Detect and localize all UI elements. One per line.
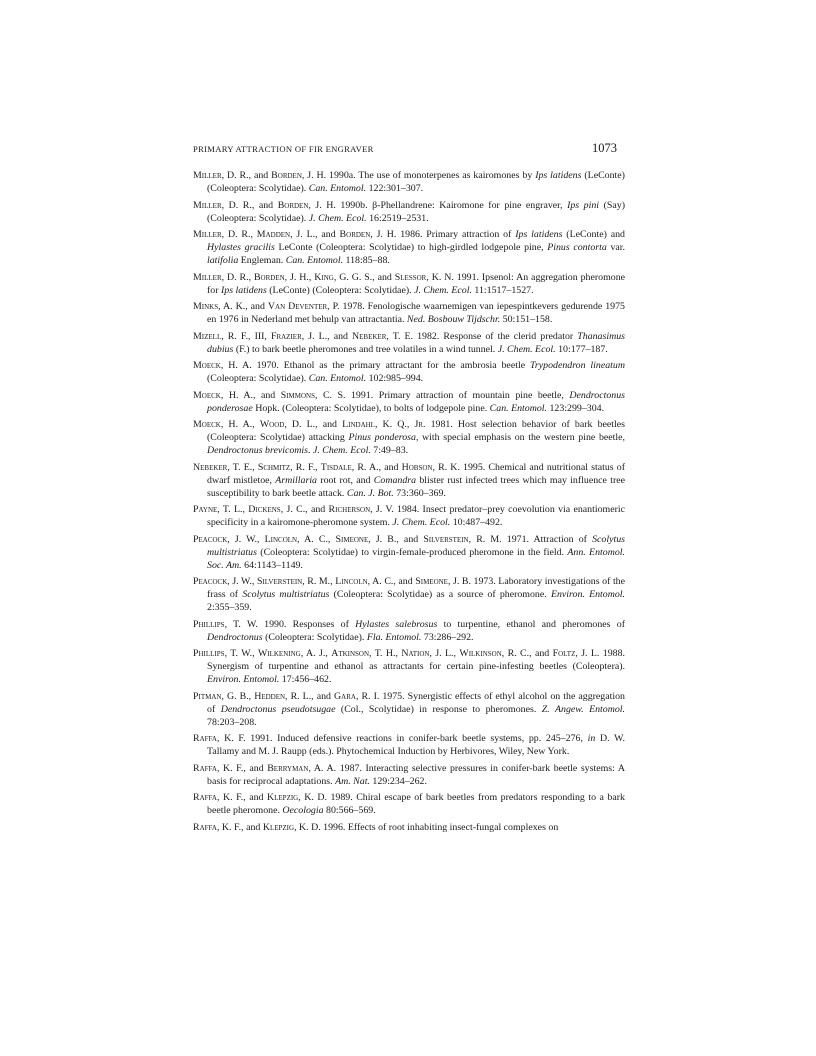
reference-text: , T. E., (227, 461, 258, 473)
italic-text: Environ. Entomol. (550, 589, 626, 600)
reference-entry (193, 503, 625, 529)
author-name: Hedden (254, 690, 286, 702)
italic-text: J. Chem. Ecol. (308, 212, 367, 224)
reference-text: 2:355–359. (207, 602, 252, 613)
reference-text: , K. Q., (374, 419, 415, 430)
reference-text: , R. M. 1971. Attraction of (468, 533, 593, 545)
author-name: Dickens (248, 504, 281, 515)
reference-text: 16:2519–2531. (366, 212, 429, 224)
reference-text: , R. F., III, (221, 330, 271, 342)
reference-entry (193, 389, 625, 415)
author-name: Tisdale (320, 461, 352, 473)
reference-text: 10:177–187. (555, 343, 608, 355)
author-name: Raffa (193, 792, 217, 803)
reference-entry (193, 228, 625, 267)
reference-text: . 1981. Host selection behavior of bark beetles (Coleoptera: Scolytidae) attacking (207, 419, 626, 443)
reference-entry (193, 821, 625, 834)
author-name: Phillips (193, 648, 225, 659)
reference-text: (LeConte) (Coleoptera: Scolytidae). (266, 284, 415, 296)
italic-text: J. Chem. Ecol. (392, 517, 451, 528)
author-name: Wilkinson (459, 648, 502, 659)
italic-text: Comandra (373, 474, 417, 486)
italic-text: Fla. Entomol. (366, 631, 422, 643)
italic-text: Dendroctonus pseudotsugae (220, 703, 336, 715)
reference-text: , R. M., (302, 576, 336, 587)
reference-text: , A. K., and (218, 301, 268, 312)
reference-entry (193, 762, 625, 788)
author-name: Peacock (193, 533, 228, 545)
reference-entry (193, 690, 625, 729)
reference-entry (193, 647, 625, 686)
author-name: Lincoln (335, 576, 368, 587)
author-name: Moeck (193, 360, 221, 371)
reference-text: 73:286–292. (421, 631, 474, 643)
reference-text: , H. A., and (220, 389, 281, 401)
author-name: Peacock (193, 576, 228, 587)
author-name: Berryman (267, 762, 309, 774)
reference-text: , T. L., (217, 504, 249, 515)
reference-text: , J. B., and (368, 533, 424, 545)
author-name: Borden (271, 170, 302, 181)
italic-text: Dendroctonus (207, 631, 263, 643)
reference-entry (193, 359, 625, 385)
reference-text: 7:49–83. (370, 445, 409, 456)
reference-text: , K. D. 1996. Effects of root inhabiting insect-fungal complexes on (294, 821, 559, 833)
author-name: Silverstein (256, 576, 303, 587)
reference-text: , R. L., and (285, 690, 335, 702)
reference-text: , J. V. 1984. Insect predator–prey coevolution via enantiomeric specificity in a kairomone-pheromone system. (207, 504, 626, 528)
running-title: PRIMARY ATTRACTION OF FIR ENGRAVER (193, 144, 374, 154)
reference-text: , J. L. 1988. Synergism of turpentine and ethanol as attractants for certain pine-infesting beetles (Coleoptera). (207, 648, 625, 672)
italic-text: Ips latidens (220, 284, 267, 296)
reference-text: 78:203–208. (207, 716, 257, 728)
reference-entry (193, 461, 625, 500)
author-name: Pitman (193, 690, 222, 702)
italic-text: J. Chem. Ecol. (497, 343, 556, 355)
italic-text: Environ. Entomol. (207, 674, 280, 685)
author-name: Miller (193, 229, 222, 240)
reference-text: , D. R., (221, 229, 257, 240)
reference-text: , K. N. 1991. Ipsenol: An aggregation pheromone for (207, 271, 626, 296)
reference-text: (LeConte) and (562, 229, 625, 240)
reference-text: , K. F., and (216, 762, 268, 774)
reference-text: , J. C., and (280, 504, 329, 515)
reference-text: , K. F., and (216, 792, 267, 803)
italic-text: in (587, 733, 596, 744)
author-name: Slessor (394, 271, 427, 283)
author-name: Madden (256, 229, 291, 240)
reference-text: 10:487–492. (450, 517, 503, 528)
reference-text: root rot, and (317, 474, 374, 486)
reference-text: , T. E. 1982. Response of the clerid predator (386, 330, 578, 342)
reference-entry (193, 330, 625, 356)
reference-entry (193, 618, 625, 644)
reference-text: , J. L., and (301, 330, 353, 342)
author-name: Simeone (415, 576, 448, 587)
italic-text: Hylastes gracilis (207, 242, 275, 253)
reference-text: , R. F., (290, 461, 321, 473)
reference-text: (LeConte) (Coleoptera: Scolytidae). (207, 170, 625, 194)
reference-text: , J. L., and (290, 229, 340, 240)
author-name: Van Deventer (267, 301, 328, 312)
reference-text: , J. H., (284, 271, 315, 283)
italic-text: latifolia (207, 255, 239, 266)
author-name: Silverstein (423, 533, 469, 545)
reference-text: 64:1143–1149. (241, 559, 303, 571)
author-name: Miller (193, 199, 222, 211)
italic-text: Scolytus multistriatus (242, 589, 330, 600)
author-name: Moeck (193, 389, 221, 401)
italic-text: Can. Entomol. (308, 183, 367, 194)
italic-text: Ips latidens (515, 229, 563, 240)
author-name: Lindahl (342, 419, 375, 430)
reference-entry (193, 271, 625, 297)
italic-text: Ann. Entomol. Soc. Am. (207, 546, 625, 571)
reference-text: LeConte (Coleoptera: Scolytidae) to high-girdled lodgepole pine, (274, 242, 548, 253)
reference-text: , A. A. 1987. Interacting selective pressures in conifer-bark beetle systems: A basis for reciprocal adaptations. (207, 762, 626, 787)
reference-text: , with special emphasis on the western pine beetle, (415, 432, 625, 443)
author-name: Borden (277, 199, 309, 211)
reference-text: (Coleoptera: Scolytidae). (207, 373, 309, 384)
author-name: Nebeker (352, 330, 387, 342)
author-name: Miller (193, 170, 222, 181)
reference-text: , D. R., (221, 271, 254, 283)
reference-text: Hopk. (Coleoptera: Scolytidae), to bolts of lodgepole pine. (252, 402, 490, 414)
reference-entry (193, 533, 625, 572)
author-name: Klepzig (262, 821, 295, 833)
author-name: Richerson (328, 504, 371, 515)
author-name: Nation (401, 648, 430, 659)
italic-text: Dendroctonus ponderosae (207, 389, 625, 414)
reference-text: , K. F., and (216, 821, 263, 833)
reference-text: , J. H. 1990b. β-Phellandrene: Kairomone for pine engraver, (308, 199, 568, 211)
italic-text: Scolytus multistriatus (207, 533, 625, 558)
author-name: Simeone (335, 533, 369, 545)
reference-text: , A. J., (300, 648, 332, 659)
author-name: Foltz (552, 648, 576, 659)
reference-text: 118:85–88. (343, 255, 390, 266)
reference-text: (Coleoptera: Scolytidae). (262, 631, 367, 643)
author-name: Wilkening (257, 648, 301, 659)
author-name: Frazier (270, 330, 302, 342)
reference-text: , J. W., (227, 576, 257, 587)
reference-text: , H. A. 1970. Ethanol as the primary attractant for the ambrosia beetle (220, 360, 530, 371)
reference-text: , T. H., (369, 648, 402, 659)
italic-text: Can. J. Bot. (346, 487, 394, 499)
italic-text: Can. Entomol. (308, 373, 367, 384)
italic-text: Pinus ponderosa (348, 432, 416, 443)
reference-text: , A. C., (297, 533, 336, 545)
reference-text: 123:299–304. (547, 402, 605, 414)
italic-text: Trypodendron lineatum (529, 360, 625, 371)
italic-text: Can. Entomol. (285, 255, 344, 266)
italic-text: Thanasimus dubius (207, 330, 625, 355)
author-name: Raffa (193, 762, 217, 774)
reference-text: , R. I. 1975. Synergistic effects of ethyl alcohol on the aggregation of (207, 690, 625, 715)
author-name: Payne (193, 504, 218, 515)
reference-text: Engleman. (238, 255, 286, 266)
reference-text: , P. 1978. Fenologische waarnemigen van iepespintkevers gedurende 1975 en 1976 in Nederland met behulp van attractantia. (207, 301, 625, 325)
reference-text: 17:456–462. (279, 674, 332, 685)
reference-text: , D. R., and (221, 170, 272, 181)
italic-text: Armillaria (275, 474, 317, 486)
page-number: 1073 (592, 141, 617, 155)
author-name: Lincoln (264, 533, 298, 545)
reference-text: , J. L., (429, 648, 460, 659)
author-name: Raffa (193, 821, 217, 833)
reference-entry (193, 418, 625, 457)
reference-text: , R. A., and (351, 461, 402, 473)
reference-text: 73:360–369. (393, 487, 446, 499)
author-name: Schmitz (257, 461, 291, 473)
reference-text: , R. K. 1995. Chemical and nutritional status of dwarf mistletoe, (207, 461, 625, 486)
reference-text: (Coleoptera: Scolytidae) to virgin-female-produced pheromone in the field. (256, 546, 568, 558)
reference-text: , T. W. 1990. Responses of (224, 618, 356, 630)
reference-text: , H. A., (220, 419, 260, 430)
reference-text: , K. F. 1991. Induced defensive reactions in conifer-bark beetle systems, pp. 245–276, (216, 733, 588, 744)
italic-text: Am. Nat. (335, 775, 370, 787)
reference-text: D. W. Tallamy and M. J. Raupp (eds.). Phytochemical Induction by Herbivores, Wiley, New York. (207, 733, 625, 757)
reference-text: , J. H. 1990a. The use of monoterpenes as kairomones by (301, 170, 536, 181)
author-name: Mizell (193, 330, 222, 342)
reference-entry (193, 791, 625, 817)
italic-text: Ips pini (567, 199, 600, 211)
italic-text: Dendroctonus brevicomis (207, 445, 309, 456)
reference-text: , A. C., and (367, 576, 416, 587)
reference-text: , C. S. 1991. Primary attraction of mountain pine beetle, (314, 389, 570, 401)
reference-text: , G. G. S., and (333, 271, 395, 283)
reference-text: (Say) (Coleoptera: Scolytidae). (207, 199, 625, 224)
author-name: Moeck (193, 419, 221, 430)
author-name: Phillips (193, 618, 225, 630)
reference-text: , K. D. 1989. Chiral escape of bark beetles from predators responding to a bark beetle pheromone. (207, 792, 625, 816)
author-name: Nebeker (193, 461, 228, 473)
italic-text: Can. Entomol. (489, 402, 548, 414)
reference-text: , D. R., and (221, 199, 278, 211)
author-name: Minks (193, 301, 219, 312)
author-name: Atkinson (331, 648, 370, 659)
reference-text: , D. L., and (284, 419, 343, 430)
italic-text: Pinus contorta (547, 242, 607, 253)
reference-text: to turpentine, ethanol and pheromones of (437, 618, 625, 630)
reference-text: , J. W., (227, 533, 265, 545)
running-head (193, 141, 617, 156)
reference-text: , G. B., (221, 690, 255, 702)
italic-text: Z. Angew. Entomol. (541, 703, 625, 715)
reference-list (193, 169, 625, 837)
reference-text: var. (606, 242, 625, 253)
author-name: King (314, 271, 334, 283)
italic-text: Ips latidens (535, 170, 582, 181)
reference-entry (193, 300, 625, 326)
reference-text: 80:566–569. (323, 805, 376, 816)
reference-text: 129:234–262. (369, 775, 427, 787)
author-name: Borden (339, 229, 371, 240)
author-name: Borden (253, 271, 285, 283)
reference-text: (Coleoptera: Scolytidae) as a source of pheromone. (329, 589, 551, 600)
reference-text: blister rust infected trees which may influence tree susceptibility to bark beetle attack. (207, 474, 626, 499)
reference-text: , R. C., and (501, 648, 553, 659)
reference-entry (193, 575, 625, 614)
author-name: Klepzig (267, 792, 299, 803)
italic-text: J. Chem. Ecol. (312, 445, 371, 456)
italic-text: J. Chem. Ecol. (414, 284, 472, 296)
author-name: Raffa (193, 733, 217, 744)
italic-text: Ned. Bosbouw Tijdschr. (406, 314, 501, 325)
author-name: Wood (259, 419, 285, 430)
reference-entry (193, 169, 625, 195)
reference-text: . (308, 445, 313, 456)
reference-text: 50:151–158. (500, 314, 553, 325)
reference-text: , J. H. 1986. Primary attraction of (370, 229, 516, 240)
author-name: Gara (334, 690, 356, 702)
author-name: Hobson (401, 461, 433, 473)
reference-text: , T. W., (224, 648, 258, 659)
reference-text: 122:301–307. (366, 183, 424, 194)
reference-text: (Col., Scolytidae) in response to pheromones. (335, 703, 542, 715)
author-name: Miller (193, 271, 222, 283)
reference-text: , J. B. 1973. Laboratory investigations of the frass of (207, 576, 626, 600)
reference-entry (193, 199, 625, 225)
reference-text: 102:985–994. (366, 373, 424, 384)
reference-entry (193, 732, 625, 758)
author-name: Simmons (280, 389, 315, 401)
italic-text: Hylastes salebrosus (355, 618, 438, 630)
reference-text: 11:1517–1527. (471, 284, 534, 296)
italic-text: Oecologia (282, 805, 324, 816)
author-name: Jr (414, 419, 423, 430)
reference-text: (F.) to bark beetle pheromones and tree volatiles in a wind tunnel. (233, 343, 498, 355)
